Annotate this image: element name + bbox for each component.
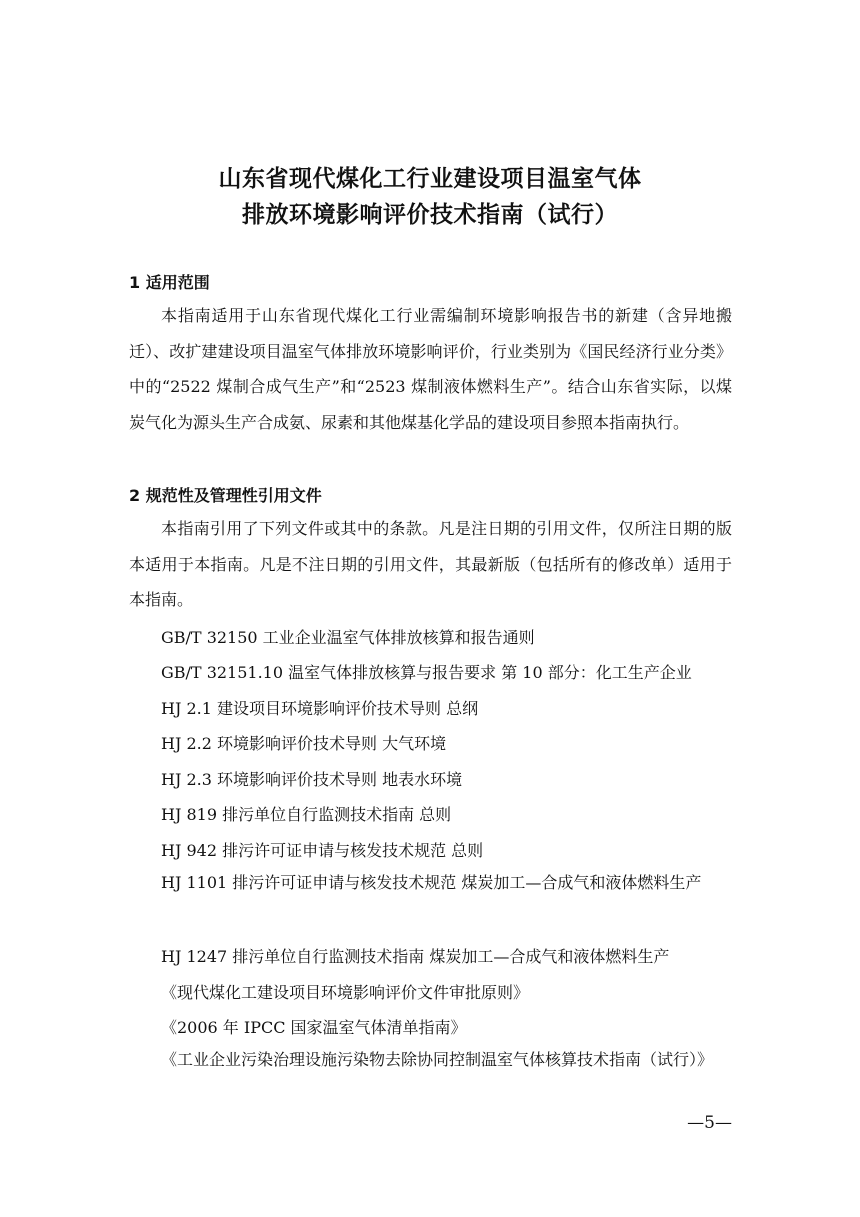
reference-item: 《工业企业污染治理设施污染物去除协同控制温室气体核算技术指南（试行）》: [161, 1050, 714, 1069]
reference-item: HJ 2.2 环境影响评价技术导则 大气环境: [161, 734, 447, 753]
section-2-paragraph: 本指南引用了下列文件或其中的条款。凡是注日期的引用文件，仅所注日期的版本适用于本指南。凡是不注日期的引用文件，其最新版（包括所有的修改单）适用于本指南。: [129, 519, 732, 609]
page-number: —5—: [687, 1113, 732, 1133]
document-title-line-2: 排放环境影响评价技术指南（试行）: [242, 202, 618, 228]
reference-item: 《2006 年 IPCC 国家温室气体清单指南》: [161, 1018, 467, 1037]
reference-item: GB/T 32151.10 温室气体排放核算与报告要求 第 10 部分：化工生产企业: [161, 663, 692, 682]
reference-item: HJ 819 排污单位自行监测技术指南 总则: [161, 805, 452, 824]
section-1-paragraph: 本指南适用于山东省现代煤化工行业需编制环境影响报告书的新建（含异地搬迁）、改扩建建设项目温室气体排放环境影响评价，行业类别为《国民经济行业分类》中的“2522 煤制合成气生产”和“2523 煤制液体燃料生产”。结合山东省实际，以煤炭气化为源头生产合成氨、尿素和其他煤基化学品的建设项目参照本指南执行。: [129, 306, 732, 432]
document-title-line-1: 山东省现代煤化工行业建设项目温室气体: [218, 166, 642, 192]
reference-item: HJ 2.3 环境影响评价技术导则 地表水环境: [161, 770, 463, 789]
reference-item: HJ 2.1 建设项目环境影响评价技术导则 总纲: [161, 699, 479, 718]
reference-item: HJ 942 排污许可证申请与核发技术规范 总则: [161, 841, 484, 860]
section-1-heading: 1 适用范围: [129, 273, 210, 292]
reference-item: 《现代煤化工建设项目环境影响评价文件审批原则》: [161, 983, 530, 1002]
section-2-heading: 2 规范性及管理性引用文件: [129, 486, 322, 505]
reference-item: GB/T 32150 工业企业温室气体排放核算和报告通则: [161, 628, 535, 647]
reference-item: HJ 1247 排污单位自行监测技术指南 煤炭加工—合成气和液体燃料生产: [161, 947, 670, 966]
reference-item: HJ 1101 排污许可证申请与核发技术规范 煤炭加工—合成气和液体燃料生产: [161, 873, 702, 892]
